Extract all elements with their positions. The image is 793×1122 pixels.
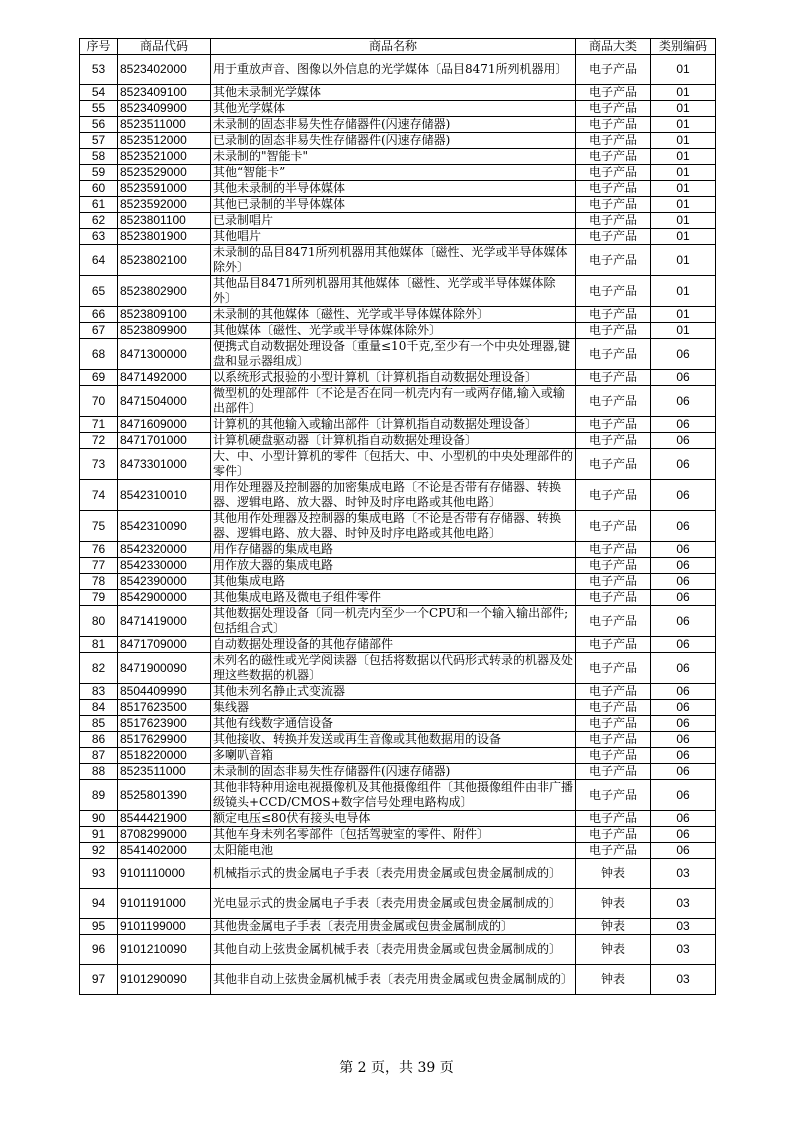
cell-name: 其他数据处理设备〔同一机壳内至少一个CPU和一个输入输出部件;包括组合式〕 — [211, 606, 576, 637]
cell-code: 8517623500 — [118, 700, 211, 716]
cell-code: 8523529000 — [118, 165, 211, 181]
cell-name: 额定电压≤80伏有接头电导体 — [211, 811, 576, 827]
cell-class-code: 06 — [651, 780, 716, 811]
cell-name: 其他非自动上弦贵金属机械手表〔表壳用贵金属或包贵金属制成的〕 — [211, 965, 576, 995]
table-row — [80, 965, 716, 995]
cell-category: 电子产品 — [576, 764, 651, 780]
cell-category: 电子产品 — [576, 149, 651, 165]
cell-category: 电子产品 — [576, 780, 651, 811]
cell-code: 8708299000 — [118, 827, 211, 843]
table-row — [80, 748, 716, 764]
header-category: 商品大类 — [576, 39, 651, 55]
cell-name: 其他未列名静止式变流器 — [211, 684, 576, 700]
table-row — [80, 590, 716, 606]
cell-no: 97 — [80, 965, 118, 995]
cell-no: 75 — [80, 511, 118, 542]
cell-category: 电子产品 — [576, 606, 651, 637]
table-row — [80, 449, 716, 480]
header-name: 商品名称 — [211, 39, 576, 55]
cell-category: 电子产品 — [576, 542, 651, 558]
table-row — [80, 149, 716, 165]
cell-code: 8523802900 — [118, 276, 211, 307]
table-row — [80, 574, 716, 590]
cell-code: 8542330000 — [118, 558, 211, 574]
cell-class-code: 01 — [651, 323, 716, 339]
table-row — [80, 827, 716, 843]
cell-code: 8523801900 — [118, 229, 211, 245]
cell-category: 电子产品 — [576, 811, 651, 827]
cell-no: 64 — [80, 245, 118, 276]
cell-code: 8471900090 — [118, 653, 211, 684]
cell-category: 钟表 — [576, 919, 651, 935]
cell-code: 8523591000 — [118, 181, 211, 197]
cell-category: 电子产品 — [576, 700, 651, 716]
cell-category: 电子产品 — [576, 558, 651, 574]
table-row — [80, 101, 716, 117]
cell-category: 电子产品 — [576, 748, 651, 764]
cell-category: 电子产品 — [576, 276, 651, 307]
cell-no: 54 — [80, 85, 118, 101]
cell-category: 电子产品 — [576, 511, 651, 542]
cell-name: 未录制的其他媒体〔磁性、光学或半导体媒体除外〕 — [211, 307, 576, 323]
cell-class-code: 06 — [651, 558, 716, 574]
cell-class-code: 06 — [651, 480, 716, 511]
cell-name: 自动数据处理设备的其他存储部件 — [211, 637, 576, 653]
cell-name: 太阳能电池 — [211, 843, 576, 859]
cell-code: 8471419000 — [118, 606, 211, 637]
cell-category: 电子产品 — [576, 637, 651, 653]
cell-category: 电子产品 — [576, 653, 651, 684]
cell-name: 其他未录制的半导体媒体 — [211, 181, 576, 197]
cell-code: 8542320000 — [118, 542, 211, 558]
cell-category: 电子产品 — [576, 684, 651, 700]
table-row — [80, 935, 716, 965]
cell-code: 8523521000 — [118, 149, 211, 165]
cell-class-code: 01 — [651, 229, 716, 245]
cell-name: 其他集成电路 — [211, 574, 576, 590]
table-row — [80, 716, 716, 732]
table-row — [80, 637, 716, 653]
cell-name: 光电显示式的贵金属电子手表〔表壳用贵金属或包贵金属制成的〕 — [211, 889, 576, 919]
cell-no: 73 — [80, 449, 118, 480]
table-row — [80, 165, 716, 181]
cell-category: 电子产品 — [576, 323, 651, 339]
cell-class-code: 01 — [651, 307, 716, 323]
cell-category: 电子产品 — [576, 181, 651, 197]
cell-class-code: 06 — [651, 653, 716, 684]
table-row — [80, 764, 716, 780]
cell-code: 8541402000 — [118, 843, 211, 859]
cell-name: 用作存储器的集成电路 — [211, 542, 576, 558]
cell-class-code: 01 — [651, 133, 716, 149]
cell-category: 电子产品 — [576, 245, 651, 276]
cell-name: 未录制的品目8471所列机器用其他媒体〔磁性、光学或半导体媒体除外〕 — [211, 245, 576, 276]
table-row — [80, 811, 716, 827]
cell-name: 未录制的"智能卡" — [211, 149, 576, 165]
cell-category: 电子产品 — [576, 307, 651, 323]
cell-code: 8473301000 — [118, 449, 211, 480]
cell-name: 其他贵金属电子手表〔表壳用贵金属或包贵金属制成的〕 — [211, 919, 576, 935]
cell-code: 8471609000 — [118, 417, 211, 433]
table-header-row — [80, 39, 716, 55]
table-row — [80, 843, 716, 859]
cell-code: 9101191000 — [118, 889, 211, 919]
cell-category: 电子产品 — [576, 574, 651, 590]
cell-name: 以系统形式报验的小型计算机〔计算机指自动数据处理设备〕 — [211, 370, 576, 386]
cell-class-code: 06 — [651, 700, 716, 716]
cell-name: 集线器 — [211, 700, 576, 716]
cell-class-code: 06 — [651, 764, 716, 780]
cell-no: 72 — [80, 433, 118, 449]
table-row — [80, 245, 716, 276]
cell-class-code: 06 — [651, 370, 716, 386]
cell-no: 92 — [80, 843, 118, 859]
cell-name: 其他已录制的半导体媒体 — [211, 197, 576, 213]
cell-no: 71 — [80, 417, 118, 433]
cell-class-code: 06 — [651, 433, 716, 449]
cell-no: 82 — [80, 653, 118, 684]
cell-class-code: 06 — [651, 339, 716, 370]
cell-name: 计算机的其他输入或输出部件〔计算机指自动数据处理设备〕 — [211, 417, 576, 433]
cell-name: 其他集成电路及微电子组件零件 — [211, 590, 576, 606]
table-row — [80, 732, 716, 748]
cell-no: 66 — [80, 307, 118, 323]
cell-code: 9101110000 — [118, 859, 211, 889]
cell-code: 8523809900 — [118, 323, 211, 339]
table-row — [80, 433, 716, 449]
cell-category: 钟表 — [576, 965, 651, 995]
cell-no: 85 — [80, 716, 118, 732]
table-row — [80, 542, 716, 558]
cell-category: 电子产品 — [576, 590, 651, 606]
cell-category: 电子产品 — [576, 229, 651, 245]
cell-no: 62 — [80, 213, 118, 229]
cell-class-code: 06 — [651, 811, 716, 827]
cell-category: 电子产品 — [576, 732, 651, 748]
cell-code: 9101290090 — [118, 965, 211, 995]
cell-name: 微型机的处理部件〔不论是否在同一机壳内有一或两存储,输入或输出部件〕 — [211, 386, 576, 417]
table-row — [80, 780, 716, 811]
cell-class-code: 01 — [651, 213, 716, 229]
cell-category: 电子产品 — [576, 417, 651, 433]
cell-category: 电子产品 — [576, 386, 651, 417]
table-row — [80, 276, 716, 307]
cell-no: 59 — [80, 165, 118, 181]
cell-class-code: 03 — [651, 935, 716, 965]
cell-class-code: 06 — [651, 542, 716, 558]
cell-code: 8523802100 — [118, 245, 211, 276]
table-row — [80, 181, 716, 197]
cell-no: 87 — [80, 748, 118, 764]
table-row — [80, 919, 716, 935]
cell-code: 8542900000 — [118, 590, 211, 606]
cell-no: 61 — [80, 197, 118, 213]
cell-category: 电子产品 — [576, 165, 651, 181]
table-row — [80, 55, 716, 85]
cell-code: 8523511000 — [118, 117, 211, 133]
cell-name: 其他未录制光学媒体 — [211, 85, 576, 101]
cell-code: 8523512000 — [118, 133, 211, 149]
cell-code: 8523592000 — [118, 197, 211, 213]
table-row — [80, 889, 716, 919]
cell-code: 8523511000 — [118, 764, 211, 780]
cell-class-code: 06 — [651, 417, 716, 433]
cell-code: 8504409990 — [118, 684, 211, 700]
table-row — [80, 229, 716, 245]
cell-code: 8523409100 — [118, 85, 211, 101]
cell-code: 8523402000 — [118, 55, 211, 85]
cell-category: 电子产品 — [576, 716, 651, 732]
cell-code: 8471709000 — [118, 637, 211, 653]
product-code-table — [79, 38, 716, 995]
cell-code: 8542310010 — [118, 480, 211, 511]
table-row — [80, 417, 716, 433]
cell-category: 电子产品 — [576, 827, 651, 843]
cell-class-code: 03 — [651, 889, 716, 919]
cell-code: 8517629900 — [118, 732, 211, 748]
cell-category: 钟表 — [576, 889, 651, 919]
cell-name: 未录制的固态非易失性存储器件(闪速存储器) — [211, 117, 576, 133]
table-row — [80, 386, 716, 417]
cell-no: 67 — [80, 323, 118, 339]
cell-category: 钟表 — [576, 935, 651, 965]
cell-code: 8525801390 — [118, 780, 211, 811]
cell-category: 电子产品 — [576, 370, 651, 386]
table-row — [80, 117, 716, 133]
cell-name: 机械指示式的贵金属电子手表〔表壳用贵金属或包贵金属制成的〕 — [211, 859, 576, 889]
cell-class-code: 01 — [651, 101, 716, 117]
cell-class-code: 01 — [651, 85, 716, 101]
cell-name: 其他“智能卡” — [211, 165, 576, 181]
cell-category: 电子产品 — [576, 85, 651, 101]
cell-name: 其他车身未列名零部件〔包括驾驶室的零件、附件〕 — [211, 827, 576, 843]
cell-no: 79 — [80, 590, 118, 606]
cell-code: 8544421900 — [118, 811, 211, 827]
table-row — [80, 684, 716, 700]
cell-name: 其他媒体〔磁性、光学或半导体媒体除外〕 — [211, 323, 576, 339]
cell-class-code: 06 — [651, 606, 716, 637]
cell-category: 钟表 — [576, 859, 651, 889]
cell-class-code: 06 — [651, 637, 716, 653]
cell-class-code: 01 — [651, 55, 716, 85]
table-row — [80, 480, 716, 511]
cell-no: 89 — [80, 780, 118, 811]
cell-code: 8471504000 — [118, 386, 211, 417]
table-row — [80, 339, 716, 370]
cell-class-code: 06 — [651, 843, 716, 859]
cell-name: 其他自动上弦贵金属机械手表〔表壳用贵金属或包贵金属制成的〕 — [211, 935, 576, 965]
cell-code: 8471492000 — [118, 370, 211, 386]
cell-name: 已录制唱片 — [211, 213, 576, 229]
cell-category: 电子产品 — [576, 133, 651, 149]
cell-name: 用于重放声音、图像以外信息的光学媒体〔品目8471所列机器用〕 — [211, 55, 576, 85]
table-row — [80, 197, 716, 213]
table-row — [80, 85, 716, 101]
cell-no: 93 — [80, 859, 118, 889]
table-row — [80, 700, 716, 716]
cell-class-code: 01 — [651, 276, 716, 307]
cell-no: 96 — [80, 935, 118, 965]
cell-no: 58 — [80, 149, 118, 165]
cell-name: 计算机硬盘驱动器〔计算机指自动数据处理设备〕 — [211, 433, 576, 449]
header-no: 序号 — [80, 39, 118, 55]
cell-category: 电子产品 — [576, 55, 651, 85]
page-footer: 第 2 页，共 39 页 — [339, 1060, 454, 1076]
cell-no: 78 — [80, 574, 118, 590]
cell-no: 65 — [80, 276, 118, 307]
cell-name: 其他用作处理器及控制器的集成电路〔不论是否带有存储器、转换器、逻辑电路、放大器、时钟及时序电路或其他电路〕 — [211, 511, 576, 542]
cell-name: 其他有线数字通信设备 — [211, 716, 576, 732]
cell-class-code: 01 — [651, 149, 716, 165]
cell-class-code: 06 — [651, 684, 716, 700]
cell-no: 76 — [80, 542, 118, 558]
cell-no: 56 — [80, 117, 118, 133]
cell-code: 8542390000 — [118, 574, 211, 590]
cell-category: 电子产品 — [576, 197, 651, 213]
table-row — [80, 606, 716, 637]
cell-class-code: 06 — [651, 574, 716, 590]
cell-no: 69 — [80, 370, 118, 386]
cell-no: 81 — [80, 637, 118, 653]
cell-class-code: 01 — [651, 181, 716, 197]
cell-no: 91 — [80, 827, 118, 843]
cell-class-code: 03 — [651, 919, 716, 935]
cell-code: 8523801100 — [118, 213, 211, 229]
cell-class-code: 06 — [651, 716, 716, 732]
cell-class-code: 03 — [651, 859, 716, 889]
cell-no: 88 — [80, 764, 118, 780]
cell-no: 94 — [80, 889, 118, 919]
cell-name: 其他品目8471所列机器用其他媒体〔磁性、光学或半导体媒体除外〕 — [211, 276, 576, 307]
table-row — [80, 370, 716, 386]
cell-no: 70 — [80, 386, 118, 417]
cell-no: 84 — [80, 700, 118, 716]
cell-class-code: 06 — [651, 511, 716, 542]
cell-class-code: 03 — [651, 965, 716, 995]
cell-class-code: 01 — [651, 197, 716, 213]
table-body — [80, 55, 716, 995]
cell-category: 电子产品 — [576, 480, 651, 511]
table-row — [80, 859, 716, 889]
cell-name: 用作放大器的集成电路 — [211, 558, 576, 574]
cell-name: 其他光学媒体 — [211, 101, 576, 117]
cell-category: 电子产品 — [576, 433, 651, 449]
cell-category: 电子产品 — [576, 449, 651, 480]
cell-code: 8471701000 — [118, 433, 211, 449]
cell-name: 大、中、小型计算机的零件〔包括大、中、小型机的中央处理部件的零件〕 — [211, 449, 576, 480]
header-class-code: 类别编码 — [651, 39, 716, 55]
cell-code: 9101199000 — [118, 919, 211, 935]
cell-no: 95 — [80, 919, 118, 935]
table-row — [80, 213, 716, 229]
cell-name: 其他非特种用途电视摄像机及其他摄像组件〔其他摄像组件由非广播级镜头+CCD/CMOS+数字信号处理电路构成〕 — [211, 780, 576, 811]
table-row — [80, 133, 716, 149]
cell-class-code: 06 — [651, 386, 716, 417]
cell-name: 其他接收、转换并发送或再生音像或其他数据用的设备 — [211, 732, 576, 748]
cell-class-code: 06 — [651, 449, 716, 480]
cell-category: 电子产品 — [576, 339, 651, 370]
cell-class-code: 06 — [651, 732, 716, 748]
cell-class-code: 06 — [651, 590, 716, 606]
cell-no: 57 — [80, 133, 118, 149]
cell-code: 8471300000 — [118, 339, 211, 370]
cell-no: 63 — [80, 229, 118, 245]
cell-category: 电子产品 — [576, 117, 651, 133]
cell-no: 60 — [80, 181, 118, 197]
cell-class-code: 06 — [651, 748, 716, 764]
cell-category: 电子产品 — [576, 101, 651, 117]
cell-category: 电子产品 — [576, 213, 651, 229]
table-row — [80, 558, 716, 574]
cell-class-code: 01 — [651, 165, 716, 181]
cell-name: 用作处理器及控制器的加密集成电路〔不论是否带有存储器、转换器、逻辑电路、放大器、时钟及时序电路或其他电路〕 — [211, 480, 576, 511]
table-row — [80, 511, 716, 542]
cell-code: 8517623900 — [118, 716, 211, 732]
cell-no: 77 — [80, 558, 118, 574]
cell-no: 90 — [80, 811, 118, 827]
cell-class-code: 01 — [651, 117, 716, 133]
cell-class-code: 01 — [651, 245, 716, 276]
cell-code: 8542310090 — [118, 511, 211, 542]
cell-no: 53 — [80, 55, 118, 85]
cell-code: 8523409900 — [118, 101, 211, 117]
cell-code: 8518220000 — [118, 748, 211, 764]
cell-name: 多喇叭音箱 — [211, 748, 576, 764]
table-row — [80, 323, 716, 339]
header-code: 商品代码 — [118, 39, 211, 55]
cell-code: 9101210090 — [118, 935, 211, 965]
cell-name: 未列名的磁性或光学阅读器〔包括将数据以代码形式转录的机器及处理这些数据的机器〕 — [211, 653, 576, 684]
cell-no: 86 — [80, 732, 118, 748]
cell-category: 电子产品 — [576, 843, 651, 859]
cell-name: 未录制的固态非易失性存储器件(闪速存储器) — [211, 764, 576, 780]
cell-no: 83 — [80, 684, 118, 700]
cell-name: 已录制的固态非易失性存储器件(闪速存储器) — [211, 133, 576, 149]
table-row — [80, 307, 716, 323]
cell-code: 8523809100 — [118, 307, 211, 323]
cell-no: 68 — [80, 339, 118, 370]
cell-name: 其他唱片 — [211, 229, 576, 245]
cell-class-code: 06 — [651, 827, 716, 843]
cell-no: 55 — [80, 101, 118, 117]
cell-no: 80 — [80, 606, 118, 637]
cell-name: 便携式自动数据处理设备〔重量≤10千克,至少有一个中央处理器,键盘和显示器组成〕 — [211, 339, 576, 370]
table-row — [80, 653, 716, 684]
cell-no: 74 — [80, 480, 118, 511]
